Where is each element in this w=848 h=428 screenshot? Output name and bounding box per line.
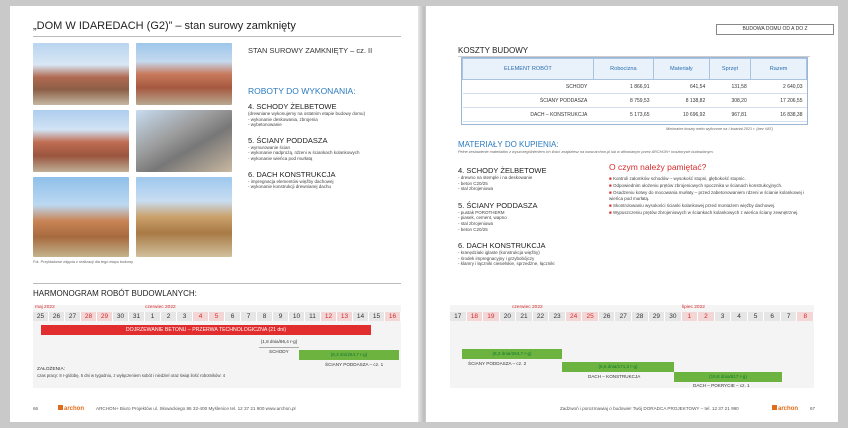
day-cell: 31 [129, 312, 145, 321]
work-item-line: - wymurowanie ścian [248, 144, 291, 150]
material-line: - pustak POROTHERM [458, 209, 505, 215]
logo-mark-icon [772, 405, 777, 410]
section-tag: BUDOWA DOMU OD A DO Z [716, 24, 834, 35]
material-line: - beton C20/25 [458, 226, 488, 232]
day-cell: 18 [467, 312, 484, 321]
table-cell: 131,58 [709, 80, 751, 94]
day-cell: 9 [273, 312, 289, 321]
day-cell: 6 [764, 312, 781, 321]
day-cell: 23 [549, 312, 566, 321]
table-header: ELEMENT ROBÓT [463, 59, 594, 80]
table-header: Razem [751, 59, 807, 80]
remember-text: Odpowiednim ułożeniu prętów zbrojeniowych spocznika w ścianach konstrukcyjnych. [612, 183, 783, 189]
day-cell: 13 [337, 312, 353, 321]
table-cell: 8 759,53 [593, 94, 653, 108]
bar-roof-covering: (19,8 dnia/617 r-g) [674, 372, 782, 382]
materials-note: Pełne zestawienie materiałów z wyszczególnieniem ich ilości znajdziesz na www.archon.pl lub w afirowanym przez ARCHON+ kosztorysie budowlanym. [458, 150, 714, 154]
logo-text: archon [778, 406, 799, 412]
day-cell: 29 [97, 312, 113, 321]
table-cell: 10 696,92 [654, 108, 710, 122]
day-cell: 10 [289, 312, 305, 321]
work-item-4 [248, 102, 408, 128]
table-row [463, 94, 807, 108]
day-cell: 22 [533, 312, 550, 321]
day-cell: 8 [257, 312, 273, 321]
table-row [463, 80, 807, 94]
day-cell: 14 [353, 312, 369, 321]
material-line: - stal zbrojeniowa [458, 186, 494, 192]
day-cell: 29 [649, 312, 666, 321]
day-cell: 24 [566, 312, 583, 321]
gantt-chart-left [33, 305, 401, 388]
material-item-title: 4. SCHODY ŻELBETOWE [458, 166, 547, 175]
bar-concrete-curing: DOJRZEWANIE BETONU – PRZERWA TECHNOLOGICZNA (21 dni) [41, 325, 371, 335]
materials-title: MATERIAŁY DO KUPIENIA: [458, 140, 559, 149]
work-item-title: 5. ŚCIANY PODDASZA [248, 135, 328, 145]
bullet-icon: ■ [609, 202, 613, 208]
day-cell: 30 [113, 312, 129, 321]
material-line: - beton C20/25 [458, 180, 488, 186]
construction-photo-6 [136, 177, 232, 257]
day-row [33, 312, 401, 321]
footer-contact: ARCHON+ Biuro Projektów ul. Słowackiego 86 32-400 Myślenice tel. 12 37 21 900 www.archon.pl [96, 406, 296, 411]
material-item-5 [458, 201, 608, 232]
day-cell: 28 [632, 312, 649, 321]
table-cell: 17 206,55 [751, 94, 807, 108]
material-line: - klamry i łączniki ciesielskie, sprzedżne, łączniki [458, 261, 555, 267]
construction-photo-5 [33, 177, 129, 257]
title-divider [33, 36, 401, 37]
schedule-divider [33, 283, 401, 284]
day-cell: 30 [665, 312, 682, 321]
day-cell: 17 [450, 312, 467, 321]
label-walls-2: ŚCIANY PODDASZA – cz. 2 [468, 361, 527, 366]
table-cell: 8 138,82 [654, 94, 710, 108]
day-cell: 3 [177, 312, 193, 321]
costs-table-grid [462, 58, 807, 122]
work-item-line: - wykonanie wieńca pod murłatą [248, 155, 313, 161]
works-heading: ROBOTY DO WYKONANIA: [248, 86, 356, 96]
brochure-spread [10, 6, 838, 422]
page-number: 66 [33, 406, 39, 411]
month-label: czerwiec 2022 [145, 305, 176, 310]
right-footer [426, 400, 838, 422]
materials-list [458, 166, 608, 267]
day-cell: 27 [65, 312, 81, 321]
work-item-line: - wykonanie deskowania, zbrojenia [248, 116, 318, 122]
day-cell: 4 [731, 312, 748, 321]
page-title: „DOM W IDAREDACH (G2)” – stan surowy zamknięty [33, 20, 296, 32]
table-cell: 5 173,65 [593, 108, 653, 122]
material-item-title: 6. DACH KONSTRUKCJA [458, 241, 546, 251]
table-header-row [463, 59, 807, 80]
table-note: Minimalne koszty netto wyliczone na I kwartał 2021 r. (bez VAT) [666, 127, 773, 131]
day-cell: 2 [161, 312, 177, 321]
work-item-line: - wykonanie konstrukcji drewnianej dachu [248, 184, 332, 190]
work-item-line: - wybetonowanie [248, 122, 282, 128]
assumptions-title: ZAŁOŻENIA: [37, 367, 65, 372]
material-line: - piasek, cement, wapno [458, 215, 507, 221]
label-roof-structure: DACH – KONSTRUKCJA [588, 374, 641, 379]
table-header: Sprzęt [709, 59, 751, 80]
day-cell: 7 [781, 312, 798, 321]
right-page [426, 6, 838, 422]
day-cell: 21 [516, 312, 533, 321]
day-cell: 15 [369, 312, 385, 321]
bar-walls-1: (8,3 dni/264,7 r-g) [299, 350, 399, 360]
day-cell: 7 [241, 312, 257, 321]
work-item-title: 6. DACH KONSTRUKCJA [248, 169, 336, 179]
table-cell: 1 866,91 [593, 80, 653, 94]
work-item-6 [248, 170, 408, 190]
logo-mark-icon [58, 405, 63, 410]
bar-walls-2: (8,3 dnia/264,7 r-g) [462, 349, 562, 359]
remember-text: Skontrolowaniu wysokości ścianki kolankowej przed montażem więźby dachowej. [612, 202, 776, 208]
costs-title: KOSZTY BUDOWY [458, 46, 529, 55]
works-list [248, 102, 408, 190]
table-header: Materiały [654, 59, 710, 80]
table-row [463, 108, 807, 122]
construction-photo-3 [33, 110, 129, 172]
left-footer [10, 400, 422, 422]
day-cell: 3 [715, 312, 732, 321]
work-item-line: - impregnacja elementów więźby dachowej [248, 178, 334, 184]
remember-text: Kontroli załomków schodów – wysokość stopni, głębokość stopnic. [612, 176, 746, 181]
footer-contact: Zadzwoń i porozmawiaj o budowie! Twój DORADCA PROJEKTOWY – tel. 12 37 21 990 [560, 406, 739, 411]
day-cell: 5 [748, 312, 765, 321]
work-item-line: - wykonanie nadprożą, rdzeni w ściankach kolankowych [248, 150, 360, 156]
day-cell: 16 [385, 312, 401, 321]
day-cell: 27 [615, 312, 632, 321]
work-item-5 [248, 136, 408, 162]
label-stairs: SCHODY [269, 349, 289, 354]
bullet-icon: ■ [609, 176, 613, 181]
table-cell: 2 640,03 [751, 80, 807, 94]
material-item-4 [458, 166, 608, 192]
page-number: 67 [810, 406, 816, 411]
remember-list [609, 176, 809, 216]
day-cell: 4 [193, 312, 209, 321]
day-cell: 6 [225, 312, 241, 321]
schedule-title: HARMONOGRAM ROBÓT BUDOWLANYCH: [33, 289, 197, 298]
bullet-icon: ■ [609, 183, 613, 189]
month-label: czerwiec 2022 [512, 305, 543, 310]
photo-caption: Fot. Przykładowe zdjęcia z realizacji dla tego etapu budowy [33, 260, 134, 264]
day-cell: 11 [305, 312, 321, 321]
label-walls-1: ŚCIANY PODDASZA – cz. 1 [325, 362, 384, 367]
work-item-line: (drewniane wykonujemy na ostatnim etapie budowy domu) [248, 111, 366, 116]
bullet-icon: ■ [609, 190, 613, 196]
day-row [450, 312, 814, 321]
month-label: lipiec 2022 [682, 305, 705, 310]
day-cell: 28 [81, 312, 97, 321]
material-line: - drewno na stemple i na deskowanie [458, 175, 533, 180]
table-cell: 16 838,38 [751, 108, 807, 122]
logo-text: archon [64, 406, 85, 412]
assumptions-text: czas pracy: 8 r-g/dobę, 5 dni w tygodniu, z wyłączeniem sobót i niedziel oraz świąt ilość robotników: 4 [37, 373, 226, 378]
bar-stairs: (1,8 dnia/66,4 r-g) [259, 337, 299, 348]
construction-photo-2 [136, 43, 232, 105]
table-cell: 641,54 [654, 80, 710, 94]
table-cell: DACH – KONSTRUKCJA [463, 108, 594, 122]
material-line: - kranędziaki iglaste (konstrukcja więźby) [458, 250, 540, 256]
stage-title: STAN SUROWY ZAMKNIĘTY – cz. II [248, 46, 373, 55]
day-cell: 20 [500, 312, 517, 321]
archon-logo [772, 405, 798, 412]
remember-item [609, 183, 809, 189]
day-cell: 5 [209, 312, 225, 321]
bullet-icon: ■ [609, 209, 613, 215]
remember-title: O czym należy pamiętać? [609, 162, 707, 172]
left-page [10, 6, 422, 422]
material-item-title: 5. ŚCIANY PODDASZA [458, 200, 538, 210]
day-cell: 26 [599, 312, 616, 321]
day-cell: 25 [33, 312, 49, 321]
remember-text: Osadzeniu kotwy do mocowania murłaty – przed zabetonowaniem rdzeni w ścianie kolankowej i wieńca pod murłatą. [609, 190, 805, 201]
material-line: - środek impregnacyjny i grzybobójczy [458, 255, 535, 261]
day-cell: 1 [682, 312, 699, 321]
gantt-chart-right [450, 305, 814, 388]
material-item-6 [458, 241, 608, 267]
work-item-title: 4. SCHODY ŻELBETOWE [248, 102, 337, 111]
table-cell: ŚCIANY PODDASZA [463, 94, 594, 108]
day-cell: 19 [483, 312, 500, 321]
table-header: Robocizna [593, 59, 653, 80]
remember-text: Wypuszczeniu prętów zbrojeniowych w ściankach kolankowych z wieńca ściany zewnętrznej. [612, 209, 799, 215]
remember-item [609, 190, 809, 201]
day-cell: 25 [582, 312, 599, 321]
remember-item [609, 176, 809, 182]
construction-photo-4 [136, 110, 232, 172]
day-cell: 8 [797, 312, 814, 321]
remember-item [609, 203, 809, 209]
table-cell: 308,20 [709, 94, 751, 108]
construction-photo-1 [33, 43, 129, 105]
day-cell: 12 [321, 312, 337, 321]
table-cell: SCHODY [463, 80, 594, 94]
costs-table [461, 57, 808, 125]
material-line: - stal zbrojeniowa [458, 220, 494, 226]
table-cell: 967,81 [709, 108, 751, 122]
label-roof-covering: DACH – POKRYCIE – cz. 1 [693, 383, 750, 388]
archon-logo [58, 405, 84, 412]
month-label: maj 2022 [35, 305, 55, 310]
day-cell: 26 [49, 312, 65, 321]
day-cell: 2 [698, 312, 715, 321]
day-cell: 1 [145, 312, 161, 321]
remember-item [609, 210, 809, 216]
bar-roof-structure: (5,6 dnia/171,3 r-g) [562, 362, 674, 372]
